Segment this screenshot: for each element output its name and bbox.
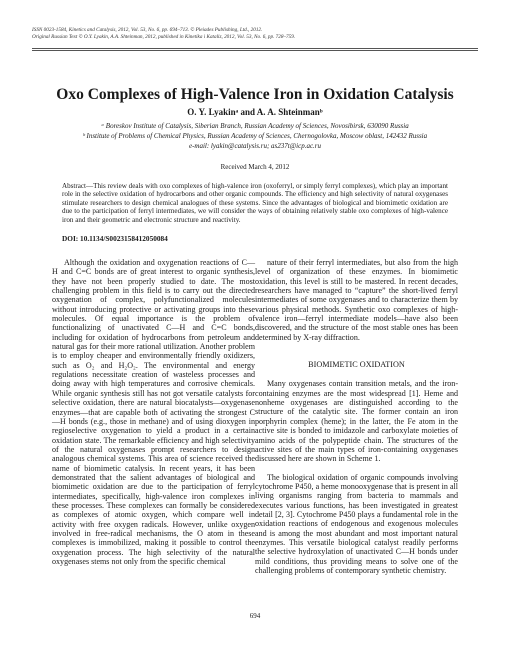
oxygenases-paragraph: Many oxygenases contain transition metals, and the iron-containing enzymes are the most widespread [1]. Heme and nonheme oxygenases are distinguished according to the structure of the catalytic site. The former contain an iron porphyrin complex (heme); in the latter, the Fe atom in the active site is bonded to imidazole and carboxylate moieties of amino acids of the polypeptide chain. The structures of the active sites of the main types of iron-containing oxygenases discussed here are shown in Scheme 1. [255, 379, 458, 464]
journal-header [32, 27, 295, 41]
cytochrome-paragraph: The biological oxidation of organic compounds involving cytochrome P450, a heme monooxygenase that is present in all living organisms ranging from bacteria to mammals and executes various functions, has been investigated in greatest detail [2, 3]. Cytochrome P450 plays a fundamental role in the oxidation reactions of endogenous and exogenous molecules and is among the most abundant and most important natural enzymes. This versatile biological catalyst readily performs the selective hydroxylation of unactivated C—H bonds under mild conditions, thus providing means to solve one of the challenging problems of contemporary synthetic chemistry. [255, 472, 458, 575]
body-column-left [52, 258, 255, 566]
author-email: e-mail: lyakin@catalysis.ru; as237t@icp.ac.ru [188, 142, 322, 150]
intro-continuation-paragraph: nature of their ferryl intermediates, but also from the high level of organization of these enzymes. In biomimetic oxidation, this level is still to be mastered. In recent decades, researchers have managed to “capture” the short-lived ferryl intermediates of some oxygenases and to characterize them by various physical methods. Synthetic oxo complexes of high-valence iron—ferryl intermediate models—have also been discovered, and the structure of the most stable ones has been determined by X-ray diffraction. [255, 258, 458, 342]
doi: DOI: 10.1134/S0023158412050084 [62, 234, 168, 243]
intro-paragraph: Although the oxidation and oxygenation reactions of C—H and C=C bonds are of great interest to organic synthesis, they have not been properly studied to date. The most challenging problem in this field is to carry out the directed oxygenation of complex, polyfunctionalized molecules without introducing protective or activating groups into these molecules. Of equal importance is the problem of functionalizing of unactivated C—H and C=C bonds, including for oxidation of hydrocarbons from petroleum and natural gas for their more rational utilization. Another problem is to employ cheaper and environmentally friendly oxidizers, such as O₂ and H₂O₂. The environmental and energy regulations necessitate creation of wasteless processes and doing away with high temperatures and corrosive chemicals. While organic synthesis still has not got versatile catalysts for selective oxidation, there are natural biocatalysts—oxygenase enzymes—that are capable both of activating the strongest C—H bonds (e.g., those in methane) and of using dioxygen in regioselective oxygenation to yield a product in a certain oxidation state. The remarkable efficiency and high selectivity of the natural oxygenases prompt researchers to design analogous chemical systems. This area of science received the name of biomimetic catalysis. In recent years, it has been demonstrated that the salient advantages of biological and biomimetic oxidation are due to the participation of ferryl intermediates, specifically, high-valence iron complexes in these processes. These complexes can formally be considered as complexes of atomic oxygen, which compare well in activity with free oxygen radicals. However, unlike oxygen involved in free-radical mechanisms, the O atom in these complexes is immobilized, making it possible to control the oxygenation process. The high selectivity of the natural oxygenases stems not only from the specific chemical [52, 258, 255, 566]
header-line-2: Original Russian Text © O.Y. Lyakin, A.A. Shteinman, 2012, published in Kinetika i Kataliz, 2012, Vol. 53, No. 6, pp. 728–759. [32, 34, 296, 40]
abstract: Abstract—This review deals with oxo complexes of high-valence iron (oxoferryl, or simply ferryl complexes), which play an important role in the selective oxidation of hydrocarbons and other organic compounds. The efficiency and high selectivity of natural oxygenases stimulate researchers to design chemical analogues of these systems. Since the advantages of biological and biomimetic oxidation are due to the participation of ferryl intermediates, we will consider the ways of obtaining relatively stable oxo complexes of high-valence iron and their geometric and electronic structure and reactivity. [62, 182, 448, 224]
article-authors: O. Y. Lyakinᵃ and A. A. Shteinmanᵇ [187, 107, 323, 117]
affiliation-a: ᵃ Boreskov Institute of Catalysis, Siberian Branch, Russian Academy of Sciences, Novosibirsk, 630090 Russia [101, 122, 409, 130]
body-column-right [255, 258, 458, 575]
header-rule-top [32, 48, 478, 49]
affiliation-b: ᵇ Institute of Problems of Chemical Physics, Russian Academy of Sciences, Chernogolovka, Moscow oblast, 142432 Russia [82, 132, 428, 140]
section-heading: BIOMIMETIC OXIDATION [308, 360, 405, 370]
header-line-1: ISSN 0023-1584, Kinetics and Catalysis, 2012, Vol. 53, No. 6, pp. 694–713. © Pleiades Publishing, Ltd., 2012. [32, 27, 263, 33]
article-title: Oxo Complexes of High-Valence Iron in Oxidation Catalysis [56, 86, 454, 103]
received-date: Received March 4, 2012 [220, 163, 290, 171]
page-number: 694 [249, 612, 261, 620]
header-rule-bottom [32, 50, 478, 51]
